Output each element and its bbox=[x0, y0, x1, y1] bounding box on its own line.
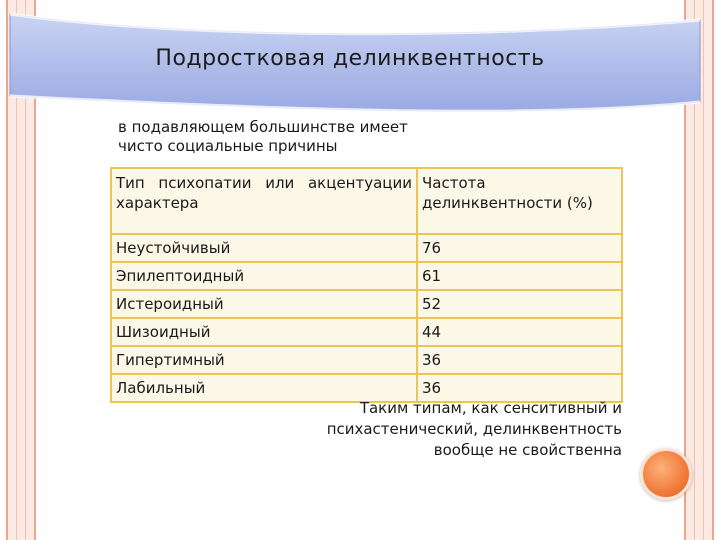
closing-note: Таким типам, как сенситивный и психастенический, делинквентность вообще не свойственна bbox=[326, 399, 622, 459]
intro-text: в подавляющем большинстве имеет чисто социальные причины bbox=[118, 118, 408, 155]
table-row bbox=[111, 262, 622, 290]
table-row bbox=[111, 318, 622, 346]
value-cell: 61 bbox=[417, 262, 622, 290]
delinquency-table bbox=[110, 167, 623, 403]
orange-circle-decoration bbox=[640, 448, 692, 500]
type-cell: Шизоидный bbox=[111, 318, 417, 346]
type-cell: Неустойчивый bbox=[111, 234, 417, 262]
table-row bbox=[111, 346, 622, 374]
type-cell: Лабильный bbox=[111, 374, 417, 402]
table-row bbox=[111, 234, 622, 262]
value-cell: 44 bbox=[417, 318, 622, 346]
value-cell: 36 bbox=[417, 374, 622, 402]
header-type: Тип психопатии или акцентуации характера bbox=[111, 168, 417, 234]
table-header-row bbox=[111, 168, 622, 234]
header-frequency: Частота делинквентности (%) bbox=[417, 168, 622, 234]
table-row bbox=[111, 290, 622, 318]
value-cell: 52 bbox=[417, 290, 622, 318]
type-cell: Истероидный bbox=[111, 290, 417, 318]
slide-title: Подростковая делинквентность bbox=[155, 46, 545, 71]
value-cell: 76 bbox=[417, 234, 622, 262]
value-cell: 36 bbox=[417, 346, 622, 374]
type-cell: Гипертимный bbox=[111, 346, 417, 374]
type-cell: Эпилептоидный bbox=[111, 262, 417, 290]
